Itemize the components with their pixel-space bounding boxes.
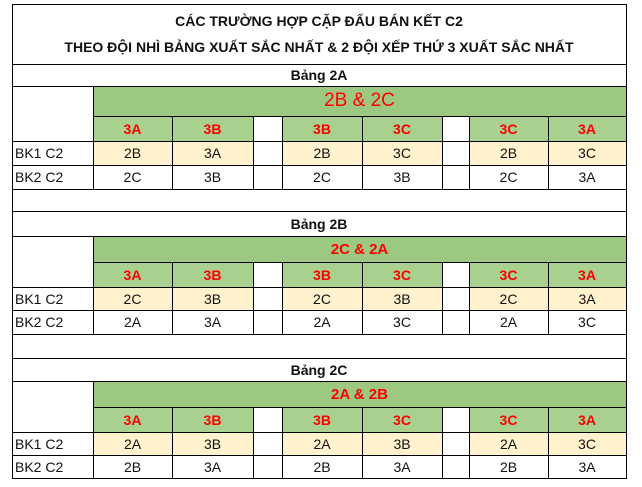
outer-top-border <box>12 4 627 5</box>
row-label: BK2 C2 <box>15 314 64 330</box>
table-top-border <box>12 236 627 237</box>
grid-line <box>548 116 549 190</box>
data-cell: 3B <box>172 432 253 455</box>
row-label: BK1 C2 <box>15 435 64 452</box>
grid-line <box>362 407 363 479</box>
grid-line <box>442 262 443 335</box>
data-cell: 2A <box>123 314 142 330</box>
table-title: Bảng 2C <box>290 361 348 378</box>
data-cell: 2C <box>93 287 172 310</box>
header-cell: 3A <box>548 116 626 141</box>
grid-line <box>12 141 627 142</box>
grid-line <box>12 455 627 456</box>
header-cell: 3C <box>362 407 442 432</box>
pair-banner: 2B & 2C <box>93 86 626 116</box>
grid-line <box>12 287 627 288</box>
data-cell: 2A <box>469 432 548 455</box>
pair-banner: 2A & 2B <box>93 381 626 407</box>
header-cell: 3A <box>548 407 626 432</box>
data-cell: 3A <box>203 458 222 475</box>
header-cell: 3B <box>172 262 253 287</box>
header-cell: 3A <box>93 116 172 141</box>
data-cell: 3A <box>578 169 596 185</box>
data-cell: 3C <box>393 314 411 330</box>
grid-line <box>12 64 627 65</box>
data-cell: 3C <box>548 141 626 165</box>
grid-line <box>282 116 283 190</box>
data-cell: 2B <box>499 458 518 475</box>
grid-line <box>253 116 254 190</box>
row-label: BK1 C2 <box>15 290 64 307</box>
data-cell: 3B <box>172 287 253 310</box>
data-cell: 2A <box>93 432 172 455</box>
grid-line <box>469 407 470 479</box>
data-cell: 2C <box>313 169 331 185</box>
grid-line <box>12 310 627 311</box>
header-cell: 3C <box>362 262 442 287</box>
main-title-line-2: THEO ĐỘI NHÌ BẢNG XUẤT SẮC NHẤT & 2 ĐỘI XẾP THỨ 3 XUẤT SẮC NHẤT <box>64 39 574 55</box>
grid-line <box>442 116 443 190</box>
header-cell: 3B <box>282 407 362 432</box>
table-top-border <box>12 86 627 87</box>
data-cell: 3B <box>393 169 411 185</box>
row-label: BK2 C2 <box>15 169 64 185</box>
data-cell: 2B <box>469 141 548 165</box>
data-cell: 3B <box>362 432 442 455</box>
grid-line <box>172 407 173 479</box>
grid-line <box>442 407 443 479</box>
header-cell: 3A <box>93 262 172 287</box>
grid-line <box>253 407 254 479</box>
grid-line <box>362 262 363 335</box>
header-cell: 3C <box>362 116 442 141</box>
header-cell: 3A <box>93 407 172 432</box>
grid-line <box>469 116 470 190</box>
grid-line <box>282 262 283 335</box>
data-cell: 2B <box>123 458 142 475</box>
header-cell: 3B <box>282 262 362 287</box>
grid-line <box>469 262 470 335</box>
grid-line <box>282 407 283 479</box>
grid-line <box>12 165 627 166</box>
data-cell: 3A <box>578 458 596 475</box>
grid-line <box>253 262 254 335</box>
grid-line <box>93 407 627 408</box>
data-cell: 3A <box>203 314 222 330</box>
grid-line <box>93 86 94 190</box>
outer-left-border <box>12 4 13 479</box>
data-cell: 3C <box>362 141 442 165</box>
data-cell: 2C <box>282 287 362 310</box>
data-cell: 3B <box>203 169 222 185</box>
header-cell: 3B <box>282 116 362 141</box>
data-cell: 2A <box>499 314 518 330</box>
grid-line <box>548 407 549 479</box>
grid-line <box>362 116 363 190</box>
pair-banner: 2C & 2A <box>93 236 626 262</box>
data-cell: 2B <box>313 458 331 475</box>
data-cell: 3C <box>578 314 596 330</box>
grid-line <box>93 116 627 117</box>
main-title-line-1: CÁC TRƯỜNG HỢP CẶP ĐẤU BÁN KẾT C2 <box>175 13 463 29</box>
grid-line <box>93 236 94 335</box>
grid-line <box>172 116 173 190</box>
data-cell: 3C <box>548 432 626 455</box>
grid-line <box>12 358 627 359</box>
grid-line <box>93 381 94 479</box>
header-cell: 3C <box>469 116 548 141</box>
data-cell: 2C <box>123 169 142 185</box>
data-cell: 2C <box>499 169 518 185</box>
data-cell: 2C <box>469 287 548 310</box>
data-cell: 3A <box>548 287 626 310</box>
data-cell: 2B <box>93 141 172 165</box>
data-cell: 2B <box>282 141 362 165</box>
table-title: Bảng 2A <box>290 67 348 83</box>
grid-line <box>172 262 173 335</box>
grid-line <box>12 478 627 479</box>
data-cell: 2A <box>282 432 362 455</box>
row-label: BK2 C2 <box>15 458 64 475</box>
grid-line <box>12 432 627 433</box>
data-cell: 3A <box>393 458 411 475</box>
table-title: Bảng 2B <box>290 215 348 232</box>
grid-line <box>548 262 549 335</box>
row-label: BK1 C2 <box>15 145 64 161</box>
data-cell: 2A <box>313 314 331 330</box>
header-cell: 3A <box>548 262 626 287</box>
table-top-border <box>12 381 627 382</box>
data-cell: 3B <box>362 287 442 310</box>
grid-line <box>93 262 627 263</box>
outer-right-border <box>626 4 627 479</box>
header-cell: 3C <box>469 407 548 432</box>
header-cell: 3B <box>172 116 253 141</box>
table-bottom-border <box>12 334 627 335</box>
header-cell: 3C <box>469 262 548 287</box>
grid-line <box>12 211 627 212</box>
table-bottom-border <box>12 189 627 190</box>
data-cell: 3A <box>172 141 253 165</box>
header-cell: 3B <box>172 407 253 432</box>
